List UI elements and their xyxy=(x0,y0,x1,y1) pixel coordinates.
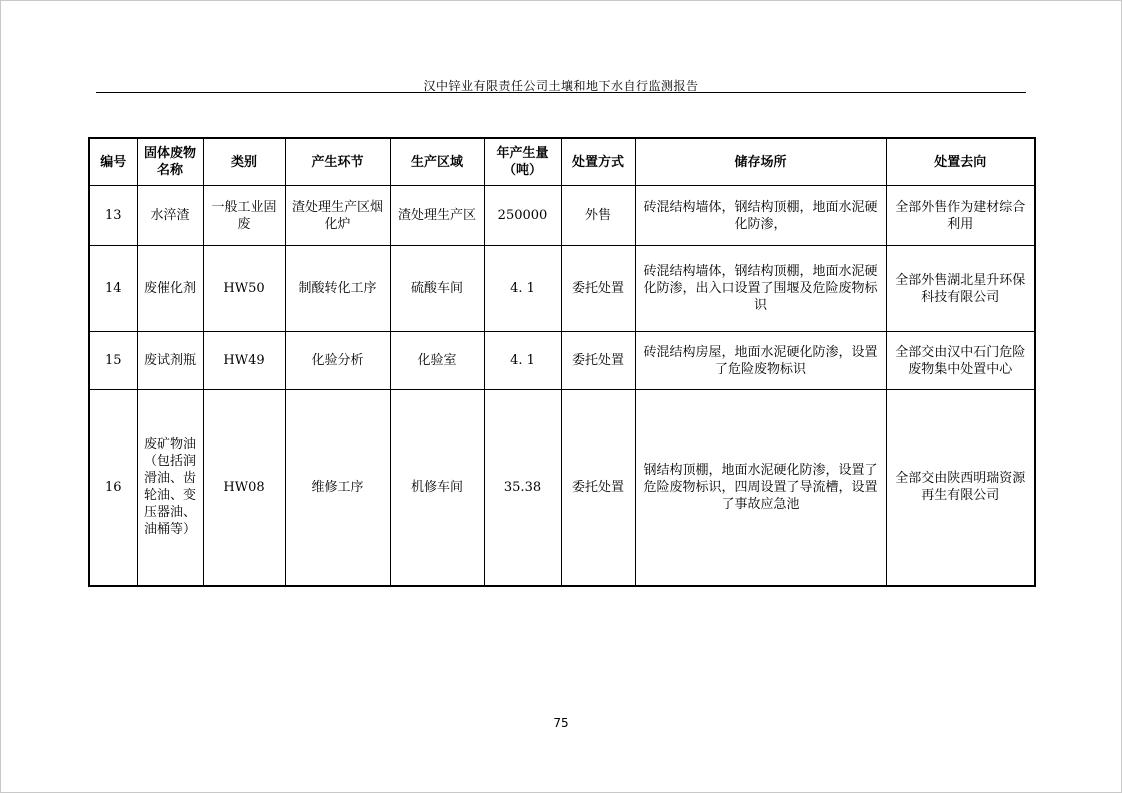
col-header-destination: 处置去向 xyxy=(886,138,1035,186)
cell-destination: 全部交由汉中石门危险废物集中处置中心 xyxy=(886,332,1035,390)
cell-amount: 4. 1 xyxy=(484,246,561,332)
cell-method: 委托处置 xyxy=(561,246,635,332)
cell-no: 13 xyxy=(89,186,137,246)
cell-amount: 35.38 xyxy=(484,390,561,586)
cell-process: 化验分析 xyxy=(285,332,390,390)
cell-name: 废矿物油（包括润滑油、齿轮油、变压器油、油桶等） xyxy=(137,390,203,586)
cell-area: 渣处理生产区 xyxy=(390,186,484,246)
cell-process: 制酸转化工序 xyxy=(285,246,390,332)
cell-name: 水淬渣 xyxy=(137,186,203,246)
table-header-row xyxy=(89,138,1035,186)
report-header-title: 汉中锌业有限责任公司土壤和地下水自行监测报告 xyxy=(423,79,699,93)
cell-method: 委托处置 xyxy=(561,332,635,390)
col-header-method: 处置方式 xyxy=(561,138,635,186)
cell-no: 14 xyxy=(89,246,137,332)
col-header-process: 产生环节 xyxy=(285,138,390,186)
page-number: 75 xyxy=(553,716,569,730)
cell-area: 硫酸车间 xyxy=(390,246,484,332)
cell-category: 一般工业固废 xyxy=(203,186,285,246)
cell-amount: 250000 xyxy=(484,186,561,246)
table-row xyxy=(89,390,1035,586)
cell-category: HW49 xyxy=(203,332,285,390)
cell-name: 废催化剂 xyxy=(137,246,203,332)
cell-amount: 4. 1 xyxy=(484,332,561,390)
cell-destination: 全部交由陕西明瑞资源再生有限公司 xyxy=(886,390,1035,586)
col-header-amount: 年产生量（吨） xyxy=(484,138,561,186)
cell-no: 15 xyxy=(89,332,137,390)
cell-method: 委托处置 xyxy=(561,390,635,586)
cell-name: 废试剂瓶 xyxy=(137,332,203,390)
cell-area: 化验室 xyxy=(390,332,484,390)
cell-no: 16 xyxy=(89,390,137,586)
cell-method: 外售 xyxy=(561,186,635,246)
cell-destination: 全部外售作为建材综合利用 xyxy=(886,186,1035,246)
table-row xyxy=(89,246,1035,332)
cell-category: HW08 xyxy=(203,390,285,586)
table-row xyxy=(89,332,1035,390)
cell-process: 渣处理生产区烟化炉 xyxy=(285,186,390,246)
cell-area: 机修车间 xyxy=(390,390,484,586)
table-row xyxy=(89,186,1035,246)
col-header-category: 类别 xyxy=(203,138,285,186)
cell-storage: 钢结构顶棚，地面水泥硬化防渗，设置了危险废物标识，四周设置了导流槽，设置了事故应急池 xyxy=(635,390,886,586)
cell-storage: 砖混结构墙体，钢结构顶棚，地面水泥硬化防渗， xyxy=(635,186,886,246)
col-header-storage: 储存场所 xyxy=(635,138,886,186)
col-header-name: 固体废物名称 xyxy=(137,138,203,186)
col-header-area: 生产区域 xyxy=(390,138,484,186)
cell-category: HW50 xyxy=(203,246,285,332)
cell-process: 维修工序 xyxy=(285,390,390,586)
cell-storage: 砖混结构房屋，地面水泥硬化防渗，设置了危险废物标识 xyxy=(635,332,886,390)
solid-waste-table xyxy=(88,137,1036,587)
cell-storage: 砖混结构墙体，钢结构顶棚，地面水泥硬化防渗，出入口设置了围堰及危险废物标识 xyxy=(635,246,886,332)
header-rule xyxy=(96,92,1026,93)
col-header-no: 编号 xyxy=(89,138,137,186)
cell-destination: 全部外售湖北星升环保科技有限公司 xyxy=(886,246,1035,332)
